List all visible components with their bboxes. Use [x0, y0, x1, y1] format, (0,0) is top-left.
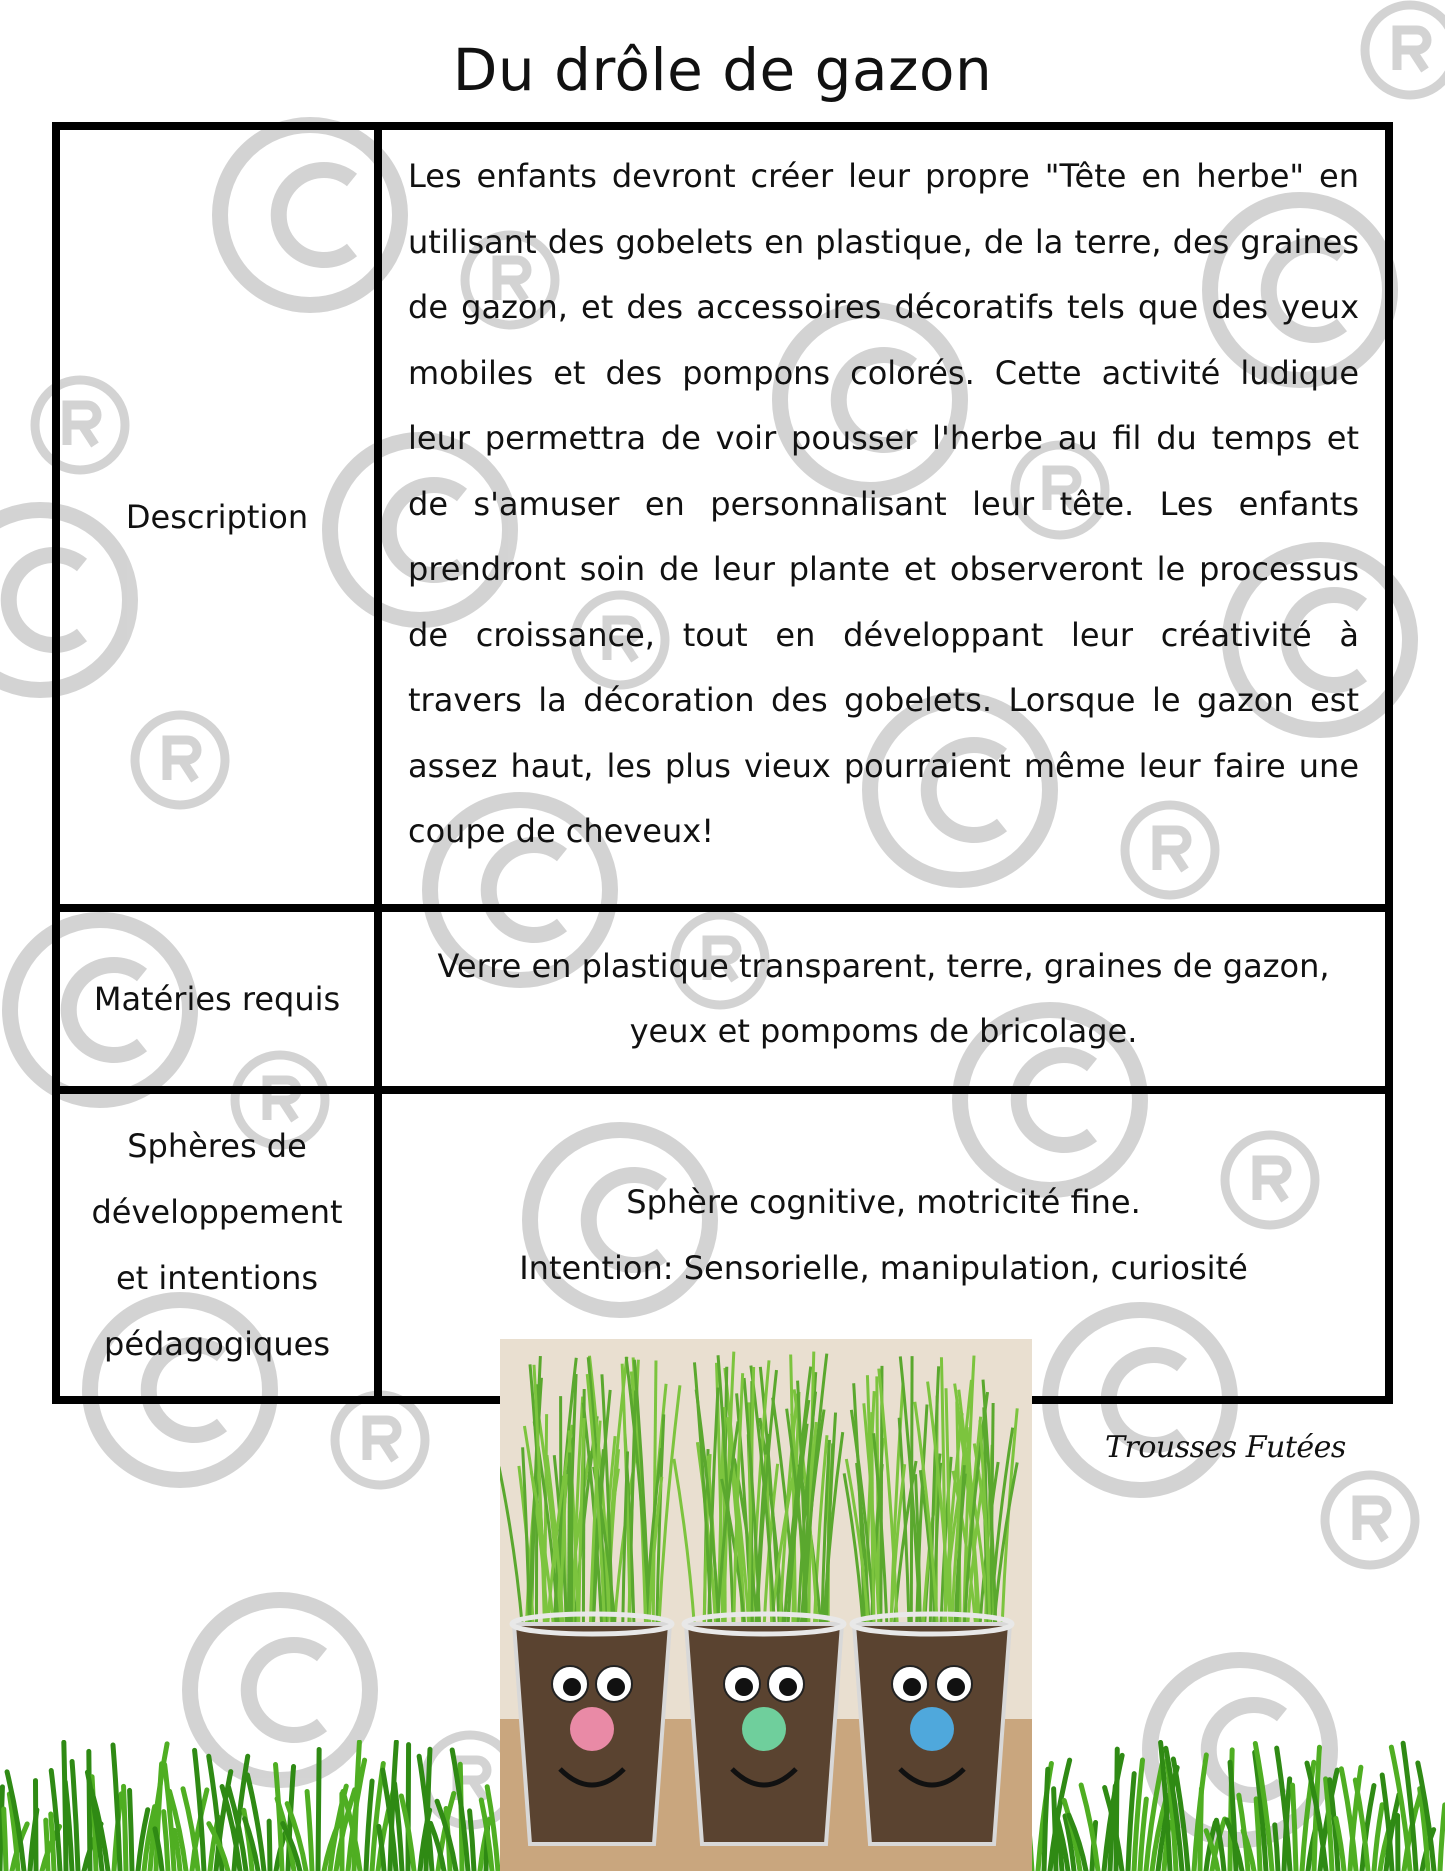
eye-pupil — [607, 1678, 625, 1696]
description-text: Les enfants devront créer leur propre "Tête en herbe" en utilisant des gobelets en plastique, de la terre, des graines de gazon, et des accessoires décoratifs tels que des yeux mobiles et des pompons colorés. Cette activité ludique leur permettra de voir pousser l'herbe au fil du temps et de s'amuser en personnalisant leur tête. Les enfants prendront soin de leur plante et observeront le processus de croissance, tout en développant leur créativité à travers la décoration des gobelets. Lorsque le gazon est assez haut, les plus vieux pourraient même leur faire une coupe de cheveux! — [408, 157, 1359, 850]
grass-blade — [307, 1791, 312, 1871]
pompom-nose — [570, 1707, 614, 1751]
grass-blade — [0, 1787, 2, 1871]
page-title: Du drôle de gazon — [452, 36, 993, 104]
eye-pupil — [735, 1678, 753, 1696]
grass-blade — [4, 1809, 6, 1871]
grass-blade — [1293, 1785, 1296, 1871]
grass-blade — [124, 1786, 126, 1871]
grass-blade — [568, 1452, 569, 1629]
activity-table — [52, 122, 1393, 1404]
grass-blade — [51, 1814, 54, 1871]
materials-label: Matéries requis — [60, 912, 382, 1086]
grass-blade — [130, 1790, 132, 1871]
grass-blade — [571, 1473, 572, 1629]
grass-blade — [1275, 1825, 1278, 1871]
spheres-line-1: Sphère cognitive, motricité fine. — [626, 1183, 1141, 1221]
eye-pupil — [563, 1678, 581, 1696]
spheres-label: Sphères de développement et intentions pédagogiques — [60, 1094, 382, 1396]
registered-symbol-icon — [1325, 1475, 1415, 1565]
eye-pupil — [779, 1678, 797, 1696]
description-label: Description — [60, 130, 382, 904]
grass-blade — [164, 1812, 168, 1871]
grass-blade — [318, 1749, 319, 1871]
eye-pupil — [947, 1678, 965, 1696]
grass-blade — [35, 1781, 36, 1871]
table-row-materials — [60, 912, 1385, 1094]
pompom-nose — [910, 1707, 954, 1751]
grass-blade — [46, 1820, 48, 1871]
grass-blade — [1440, 1805, 1445, 1871]
grass-blade — [408, 1745, 409, 1871]
grass-blade — [269, 1821, 270, 1871]
brand-signature: Trousses Futées — [1105, 1430, 1346, 1465]
grass-blade — [89, 1751, 90, 1871]
table-row-description — [60, 130, 1385, 912]
spheres-line-2: Intention: Sensorielle, manipulation, curiosité — [519, 1249, 1248, 1287]
grass-blade — [1044, 1769, 1048, 1871]
grass-blade — [1200, 1789, 1201, 1871]
grass-heads-photo — [500, 1339, 1032, 1871]
materials-text: Verre en plastique transparent, terre, graines de gazon, yeux et pompoms de bricolage. — [437, 946, 1330, 1050]
grass-blade — [470, 1811, 474, 1871]
registered-symbol-icon — [335, 1395, 425, 1485]
pompom-nose — [742, 1707, 786, 1751]
eye-pupil — [903, 1678, 921, 1696]
